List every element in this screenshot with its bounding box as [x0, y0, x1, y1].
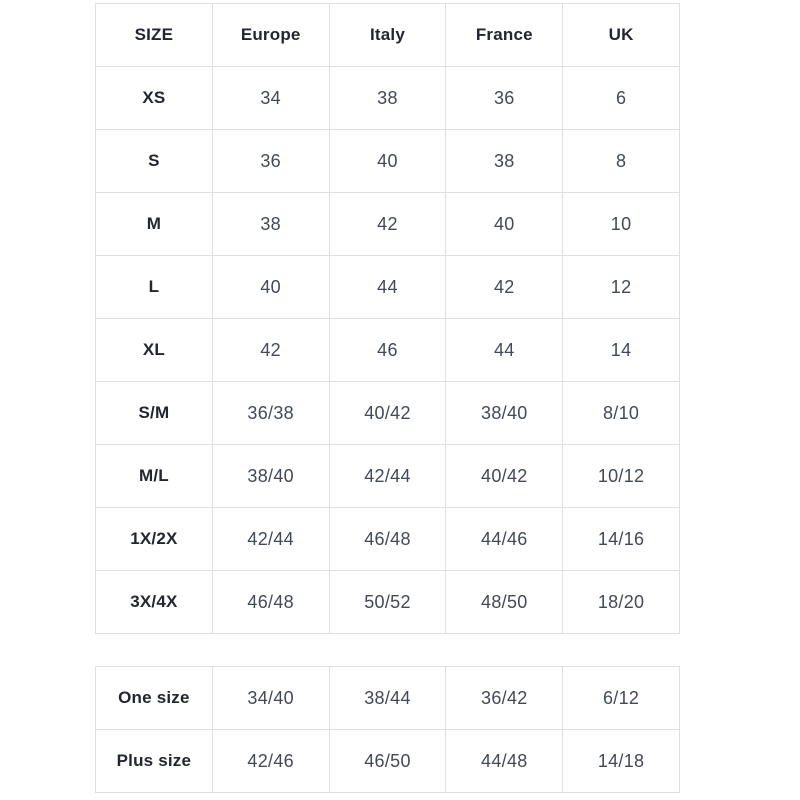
- value-cell: 36: [212, 130, 329, 193]
- row-label-cell: One size: [96, 667, 213, 730]
- row-label-cell: Plus size: [96, 730, 213, 793]
- value-cell: 10/12: [563, 445, 680, 508]
- column-header-italy: Italy: [329, 4, 446, 67]
- value-cell: 42: [329, 193, 446, 256]
- value-cell: 42: [212, 319, 329, 382]
- value-cell: 6: [563, 67, 680, 130]
- table-row-sm: [96, 382, 680, 445]
- row-label-cell: S: [96, 130, 213, 193]
- value-cell: 42/46: [212, 730, 329, 793]
- row-label-cell: L: [96, 256, 213, 319]
- value-cell: 48/50: [446, 571, 563, 634]
- table-row-l: [96, 256, 680, 319]
- column-header-europe: Europe: [212, 4, 329, 67]
- value-cell: 38: [446, 130, 563, 193]
- value-cell: 6/12: [563, 667, 680, 730]
- column-header-france: France: [446, 4, 563, 67]
- table-row-xl: [96, 319, 680, 382]
- row-label-cell: M: [96, 193, 213, 256]
- value-cell: 34/40: [212, 667, 329, 730]
- value-cell: 14/16: [563, 508, 680, 571]
- value-cell: 46/48: [329, 508, 446, 571]
- value-cell: 38/40: [446, 382, 563, 445]
- value-cell: 38: [329, 67, 446, 130]
- row-label-cell: XS: [96, 67, 213, 130]
- table-row-m: [96, 193, 680, 256]
- table-row-3x4x: [96, 571, 680, 634]
- value-cell: 12: [563, 256, 680, 319]
- value-cell: 46/48: [212, 571, 329, 634]
- value-cell: 38: [212, 193, 329, 256]
- row-label-cell: 1X/2X: [96, 508, 213, 571]
- value-cell: 8/10: [563, 382, 680, 445]
- value-cell: 44: [446, 319, 563, 382]
- row-label-cell: XL: [96, 319, 213, 382]
- value-cell: 36: [446, 67, 563, 130]
- value-cell: 40: [329, 130, 446, 193]
- value-cell: 40/42: [446, 445, 563, 508]
- table-row-xs: [96, 67, 680, 130]
- value-cell: 36/42: [446, 667, 563, 730]
- value-cell: 42/44: [329, 445, 446, 508]
- value-cell: 14: [563, 319, 680, 382]
- value-cell: 34: [212, 67, 329, 130]
- table-row-1x2x: [96, 508, 680, 571]
- table-row-s: [96, 130, 680, 193]
- column-header-size: SIZE: [96, 4, 213, 67]
- table-row-ml: [96, 445, 680, 508]
- value-cell: 10: [563, 193, 680, 256]
- row-label-cell: M/L: [96, 445, 213, 508]
- header-row: [96, 4, 680, 67]
- value-cell: 8: [563, 130, 680, 193]
- value-cell: 44/48: [446, 730, 563, 793]
- value-cell: 36/38: [212, 382, 329, 445]
- column-header-uk: UK: [563, 4, 680, 67]
- value-cell: 44: [329, 256, 446, 319]
- value-cell: 42: [446, 256, 563, 319]
- value-cell: 14/18: [563, 730, 680, 793]
- value-cell: 40: [212, 256, 329, 319]
- row-label-cell: S/M: [96, 382, 213, 445]
- value-cell: 38/44: [329, 667, 446, 730]
- value-cell: 40: [446, 193, 563, 256]
- size-chart-special-table: [95, 666, 680, 793]
- size-conversion-chart: [95, 3, 680, 793]
- size-chart-main-table: [95, 3, 680, 634]
- value-cell: 38/40: [212, 445, 329, 508]
- table-row-plus-size: [96, 730, 680, 793]
- value-cell: 50/52: [329, 571, 446, 634]
- row-label-cell: 3X/4X: [96, 571, 213, 634]
- value-cell: 46: [329, 319, 446, 382]
- table-row-one-size: [96, 667, 680, 730]
- value-cell: 18/20: [563, 571, 680, 634]
- value-cell: 44/46: [446, 508, 563, 571]
- value-cell: 46/50: [329, 730, 446, 793]
- value-cell: 40/42: [329, 382, 446, 445]
- value-cell: 42/44: [212, 508, 329, 571]
